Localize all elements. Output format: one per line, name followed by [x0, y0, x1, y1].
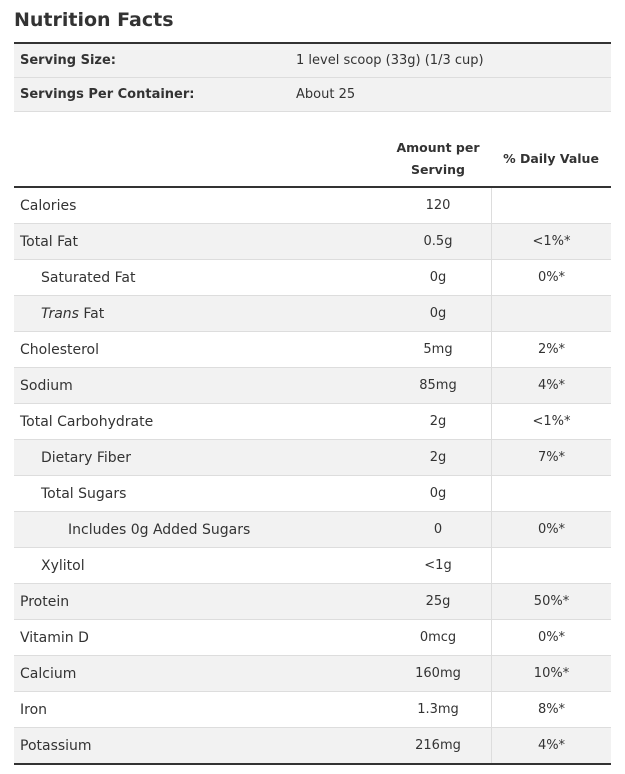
amount-header-line1: Amount per [396, 139, 480, 155]
nutrient-amount: 160mg [415, 666, 461, 681]
serving-size-label: Serving Size: [20, 53, 117, 68]
nutrient-name: Vitamin D [20, 629, 89, 646]
table-row [14, 692, 611, 728]
nutrient-daily-value: 0%* [491, 260, 611, 295]
nutrient-amount: 2g [429, 450, 447, 465]
nutrient-daily-value: <1%* [491, 224, 611, 259]
serving-info-table [14, 42, 611, 112]
nutrient-amount: 0mcg [419, 630, 457, 645]
page-title: Nutrition Facts [14, 9, 174, 31]
servings-per-container-value: About 25 [296, 87, 356, 102]
serving-size-value: 1 level scoop (33g) (1/3 cup) [296, 53, 484, 68]
nutrient-amount: <1g [424, 558, 452, 573]
nutrient-name: Total Carbohydrate [20, 413, 154, 430]
nutrient-daily-value: 4%* [491, 728, 611, 763]
nutrient-name: Potassium [20, 737, 92, 754]
nutrient-name: Calories [20, 197, 77, 214]
nutrient-name: Cholesterol [20, 341, 100, 358]
nutrient-name: Sodium [20, 377, 73, 394]
nutrition-facts-table [14, 188, 611, 765]
nutrient-name: Saturated Fat [41, 269, 136, 286]
table-row [14, 728, 611, 763]
nutrient-daily-value: 0%* [491, 512, 611, 547]
nutrient-name: Total Sugars [41, 485, 127, 502]
nutrient-daily-value [491, 476, 611, 511]
servings-per-container-label: Servings Per Container: [20, 87, 195, 102]
table-row [14, 332, 611, 368]
nutrient-daily-value: 7%* [491, 440, 611, 475]
nutrient-amount: 5mg [423, 342, 453, 357]
table-row [14, 404, 611, 440]
nutrient-amount: 0g [429, 270, 447, 285]
table-row [14, 368, 611, 404]
nutrient-daily-value [491, 548, 611, 583]
table-row [14, 440, 611, 476]
nutrient-daily-value: 0%* [491, 620, 611, 655]
nutrient-daily-value: 8%* [491, 692, 611, 727]
nutrient-amount: 216mg [415, 738, 461, 753]
nutrient-amount: 120 [425, 198, 451, 213]
serving-size-row [14, 44, 611, 78]
nutrition-table-header [14, 131, 611, 188]
nutrient-daily-value: 10%* [491, 656, 611, 691]
nutrient-daily-value [491, 296, 611, 331]
nutrient-name: Includes 0g Added Sugars [68, 521, 251, 538]
table-row [14, 296, 611, 332]
nutrient-name-trans-fat [14, 306, 385, 322]
table-row [14, 512, 611, 548]
daily-value-header: % Daily Value [503, 151, 599, 166]
table-row [14, 620, 611, 656]
nutrient-daily-value: 50%* [491, 584, 611, 619]
table-row [14, 548, 611, 584]
nutrient-amount: 25g [425, 594, 451, 609]
nutrient-amount: 0g [429, 486, 447, 501]
table-row [14, 260, 611, 296]
trans-italic-text: Trans [41, 305, 79, 322]
table-row [14, 656, 611, 692]
table-row [14, 476, 611, 512]
nutrient-name: Dietary Fiber [41, 449, 132, 466]
table-row [14, 584, 611, 620]
nutrient-amount: 1.3mg [417, 702, 459, 717]
nutrient-amount: 2g [429, 414, 447, 429]
nutrient-daily-value [491, 188, 611, 223]
table-row [14, 224, 611, 260]
nutrient-daily-value: 4%* [491, 368, 611, 403]
amount-per-serving-header [385, 137, 491, 181]
nutrient-amount: 0.5g [423, 234, 453, 249]
nutrient-name: Iron [20, 701, 48, 718]
nutrient-amount: 85mg [419, 378, 457, 393]
nutrient-name: Calcium [20, 665, 77, 682]
nutrient-daily-value: <1%* [491, 404, 611, 439]
trans-fat-rest-text: Fat [78, 305, 105, 322]
table-row [14, 188, 611, 224]
nutrient-amount: 0 [433, 522, 443, 537]
servings-per-container-row [14, 78, 611, 112]
nutrient-daily-value: 2%* [491, 332, 611, 367]
amount-header-line2: Serving [411, 161, 465, 177]
nutrient-name: Xylitol [41, 557, 85, 574]
nutrient-name: Protein [20, 593, 70, 610]
nutrient-name: Total Fat [20, 233, 78, 250]
nutrient-amount: 0g [429, 306, 447, 321]
